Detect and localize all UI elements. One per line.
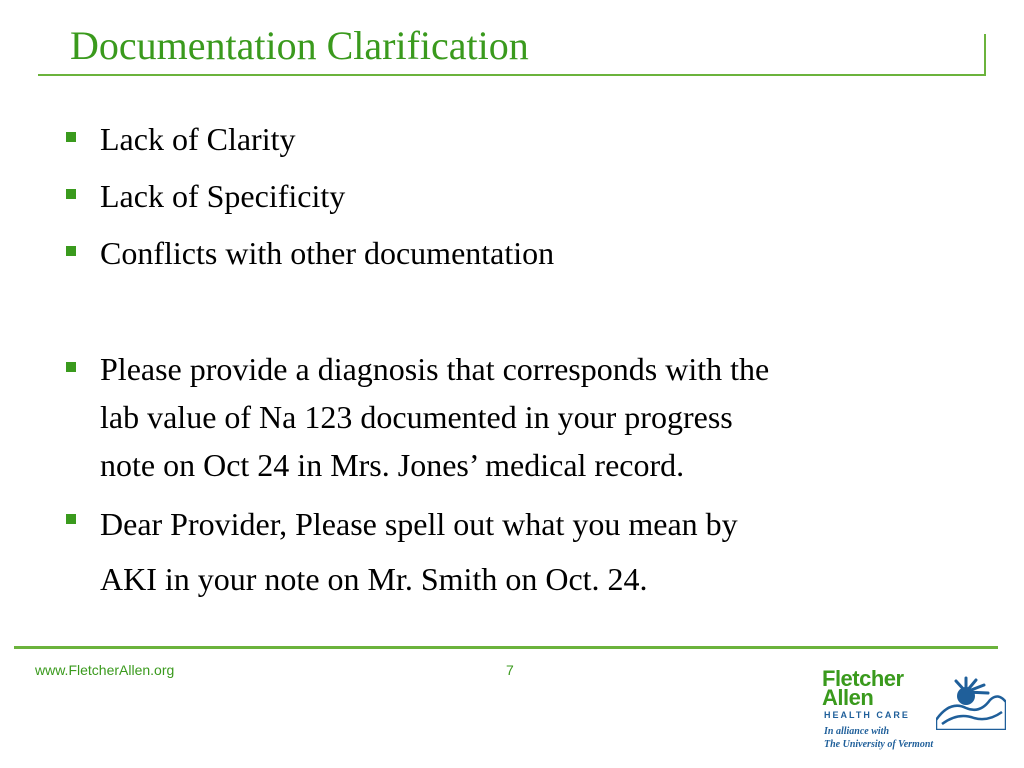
bullet-text	[100, 172, 950, 220]
footer-url: www.FletcherAllen.org	[35, 662, 175, 678]
fletcher-allen-logo	[818, 668, 1008, 758]
logo-tagline: In alliance with	[824, 726, 890, 737]
logo-word-allen: Allen	[822, 685, 874, 710]
bullet-line: Lack of Specificity	[100, 178, 346, 214]
sun-over-mountains-icon	[936, 670, 1006, 730]
bullet-line: Please provide a diagnosis that corresponds with the	[100, 351, 770, 387]
page-number: 7	[506, 662, 514, 678]
bullet-line: note on Oct 24 in Mrs. Jones’ medical record.	[100, 447, 685, 483]
bullet-text	[100, 345, 950, 489]
square-bullet-icon	[66, 189, 76, 199]
bullet-line: Lack of Clarity	[100, 121, 296, 157]
slide-title: Documentation Clarification	[70, 23, 529, 68]
square-bullet-icon	[66, 514, 76, 524]
bullet-line: Conflicts with other documentation	[100, 235, 555, 271]
square-bullet-icon	[66, 246, 76, 256]
logo-word-fletcher: Fletcher	[822, 666, 904, 691]
logo-tagline-university: The University of Vermont	[824, 739, 934, 750]
bullet-text	[100, 229, 950, 277]
square-bullet-icon	[66, 362, 76, 372]
logo-subtitle: HEALTH CARE	[824, 710, 910, 720]
bullet-line: lab value of Na 123 documented in your progress	[100, 399, 733, 435]
footer-divider	[14, 646, 998, 649]
bullet-text	[100, 497, 950, 607]
bullet-text	[100, 115, 950, 163]
bullet-line: Dear Provider, Please spell out what you mean by	[100, 506, 738, 542]
square-bullet-icon	[66, 132, 76, 142]
bullet-line: AKI in your note on Mr. Smith on Oct. 24.	[100, 561, 648, 597]
